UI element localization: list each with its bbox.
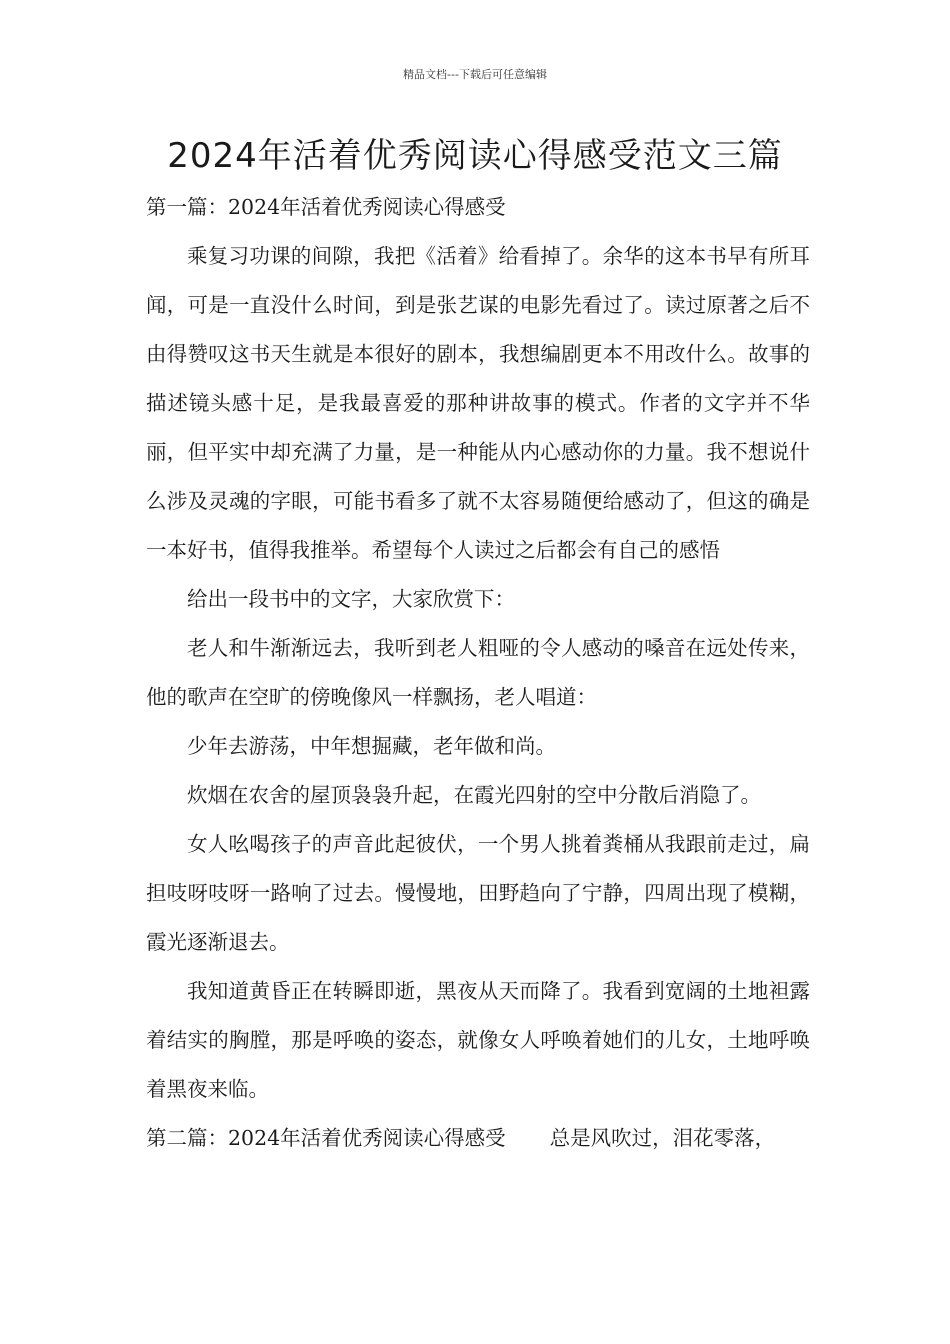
paragraph-1: 乘复习功课的间隙，我把《活着》给看掉了。余华的这本书早有所耳闻，可是一直没什么时间，到是张艺谋的电影先看过了。读过原著之后不由得赞叹这书天生就是本很好的剧本，我想编剧更本不用改什么。故事的描述镜头感十足，是我最喜爱的那种讲故事的模式。作者的文字并不华丽，但平实中却充满了力量，是一种能从内心感动你的力量。我不想说什么涉及灵魂的字眼，可能书看多了就不太容易随便给感动了，但这的确是一本好书，值得我推举。希望每个人读过之后都会有自己的感悟 — [146, 244, 810, 562]
paragraph-2: 给出一段书中的文字，大家欣赏下： — [187, 587, 515, 611]
paragraph-5: 炊烟在农舍的屋顶袅袅升起，在霞光四射的空中分散后消隐了。 — [187, 783, 761, 807]
paragraph-4: 少年去游荡，中年想掘藏，老年做和尚。 — [187, 734, 556, 758]
paragraph-3: 老人和牛渐渐远去，我听到老人粗哑的令人感动的嗓音在远处传来，他的歌声在空旷的傍晚像风一样飘扬，老人唱道： — [146, 636, 810, 709]
document-body — [146, 183, 810, 1163]
section-2-lead-text: 总是风吹过，泪花零落， — [549, 1126, 776, 1150]
section-heading-2-text: 第二篇：2024年活着优秀阅读心得感受 — [146, 1126, 506, 1150]
paragraph-6: 女人吆喝孩子的声音此起彼伏，一个男人挑着粪桶从我跟前走过，扁担吱呀吱呀一路响了过去。慢慢地，田野趋向了宁静，四周出现了模糊，霞光逐渐退去。 — [146, 832, 810, 954]
section-heading-1: 第一篇：2024年活着优秀阅读心得感受 — [146, 195, 506, 219]
section-heading-2 — [146, 1114, 810, 1163]
paragraph-7: 我知道黄昏正在转瞬即逝，黑夜从天而降了。我看到宽阔的土地袒露着结实的胸膛，那是呼唤的姿态，就像女人呼唤着她们的儿女，土地呼唤着黑夜来临。 — [146, 979, 810, 1101]
header-note: 精品文档---下载后可任意编辑 — [403, 68, 547, 81]
document-title: 2024年活着优秀阅读心得感受范文三篇 — [167, 136, 783, 176]
